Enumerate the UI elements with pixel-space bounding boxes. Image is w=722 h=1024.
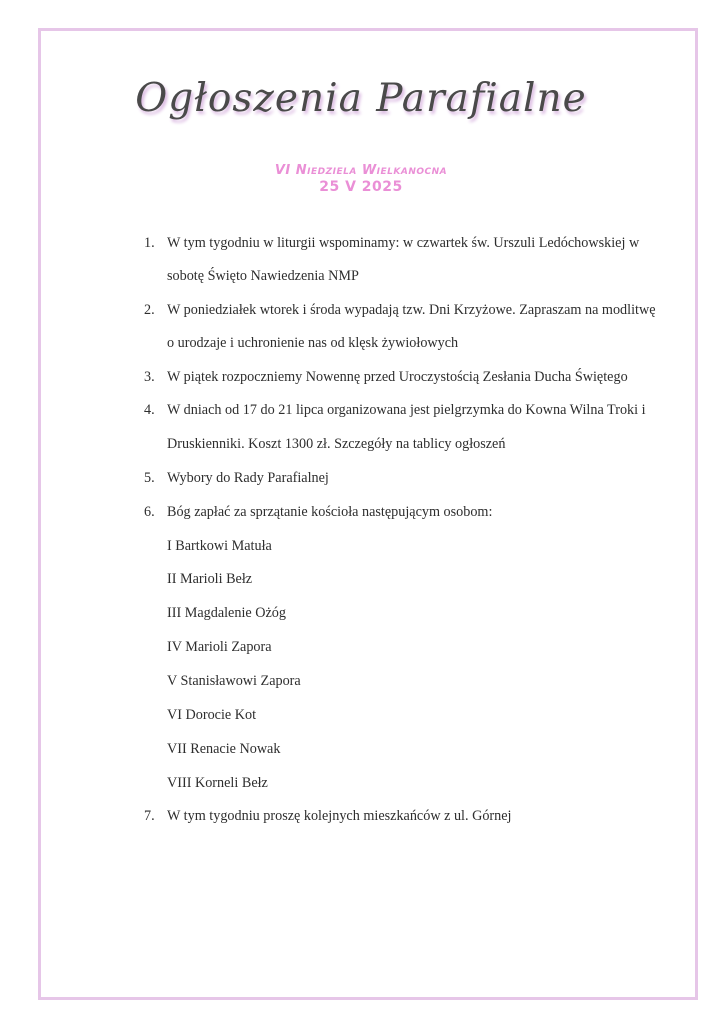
item-number: 1. [144,235,155,251]
item-line: W poniedziałek wtorek i środa wypadają tzw. Dni Krzyżowe. Zapraszam na modlitwę [167,302,656,318]
sunday-name: VI Niedziela Wielkanocna [274,163,448,178]
cleaning-person: I Bartkowi Matuła [167,538,272,554]
cleaning-person: VIII Korneli Bełz [167,775,268,791]
page-title: Ogłoszenia Parafialne [135,76,587,121]
item-line: o urodzaje i uchronienie nas od klęsk żywiołowych [167,335,459,351]
sunday-date: 25 V 2025 [319,179,403,195]
item-number: 2. [144,302,155,318]
item-number: 6. [144,504,155,520]
item-line: W tym tygodniu proszę kolejnych mieszkańców z ul. Górnej [167,808,512,824]
item-number: 4. [144,402,155,418]
cleaning-person: VII Renacie Nowak [167,741,281,757]
item-line: Druskienniki. Koszt 1300 zł. Szczegóły na tablicy ogłoszeń [167,436,506,452]
item-number: 7. [144,808,155,824]
cleaning-person: IV Marioli Zapora [167,639,272,655]
item-line: W dniach od 17 do 21 lipca organizowana jest pielgrzymka do Kowna Wilna Troki i [167,402,646,418]
cleaning-person: III Magdalenie Ożóg [167,605,286,621]
item-number: 5. [144,470,155,486]
item-line: sobotę Święto Nawiedzenia NMP [167,268,359,284]
item-line: Bóg zapłać za sprzątanie kościoła następującym osobom: [167,504,493,520]
cleaning-person: II Marioli Bełz [167,571,253,587]
item-line: Wybory do Rady Parafialnej [167,470,329,486]
item-line: W piątek rozpoczniemy Nowennę przed Uroczystością Zesłania Ducha Świętego [167,369,628,385]
item-number: 3. [144,369,155,385]
cleaning-person: V Stanisławowi Zapora [167,673,301,689]
item-line: W tym tygodniu w liturgii wspominamy: w czwartek św. Urszuli Ledóchowskiej w [167,235,640,251]
cleaning-person: VI Dorocie Kot [167,707,257,723]
